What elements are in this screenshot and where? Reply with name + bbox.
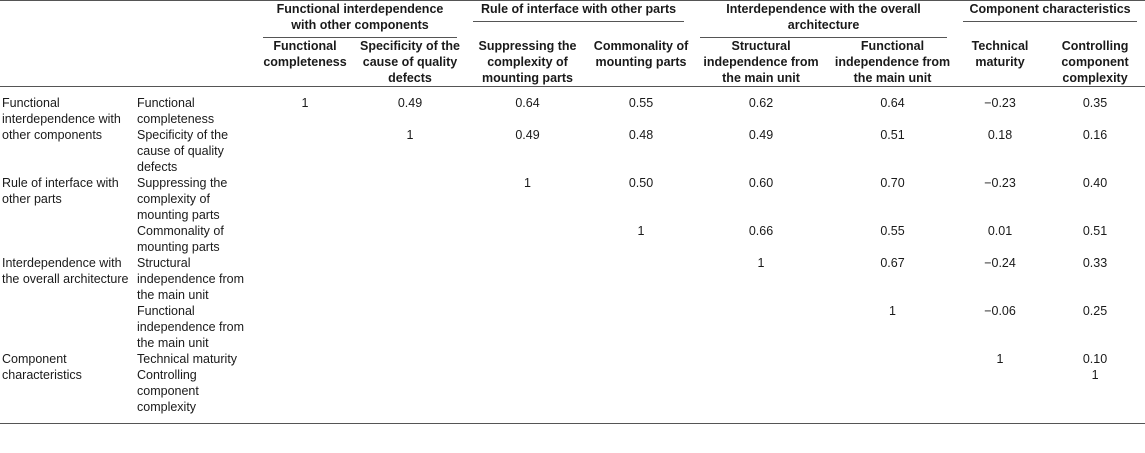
table-cell bbox=[465, 303, 590, 351]
category-label: Functional interdependence with other components bbox=[2, 96, 121, 142]
table-cell: 0.40 bbox=[1082, 176, 1108, 190]
row-label: Specificity of the cause of quality defects bbox=[137, 128, 229, 174]
table-cell bbox=[255, 367, 355, 424]
group-header bbox=[465, 1, 692, 39]
table-cell: 0.66 bbox=[748, 224, 774, 238]
row-label: Suppressing the complexity of mounting parts bbox=[137, 176, 228, 222]
category-label: Interdependence with the overall architecture bbox=[2, 256, 129, 286]
table-cell: −0.06 bbox=[984, 304, 1016, 318]
table-cell: 0.67 bbox=[880, 256, 905, 270]
table-cell bbox=[692, 351, 830, 367]
table-cell: 0.48 bbox=[628, 128, 654, 142]
table-cell: 1 bbox=[637, 224, 645, 238]
table-cell bbox=[590, 351, 692, 367]
group-header bbox=[255, 1, 465, 39]
table-cell bbox=[692, 367, 830, 424]
table-cell bbox=[590, 303, 692, 351]
table-cell bbox=[255, 223, 355, 255]
table-cell: 0.10 bbox=[1082, 352, 1108, 366]
table-cell: 0.16 bbox=[1082, 128, 1108, 142]
group-header-label: Functional interdependence with other components bbox=[263, 1, 457, 38]
column-header: Suppressing the complexity of mounting parts bbox=[478, 39, 577, 85]
table-cell bbox=[830, 367, 955, 424]
group-header-row bbox=[0, 1, 1145, 39]
column-header: Functional completeness bbox=[263, 39, 347, 69]
table-cell bbox=[955, 367, 1045, 424]
table-cell: 0.70 bbox=[880, 176, 905, 190]
table-cell: 0.25 bbox=[1082, 304, 1108, 318]
table-cell: −0.23 bbox=[984, 96, 1016, 110]
row-label: Commonality of mounting parts bbox=[137, 224, 224, 254]
row-label: Technical maturity bbox=[137, 352, 238, 366]
table-row bbox=[0, 351, 1145, 367]
table-cell: 0.55 bbox=[628, 96, 654, 110]
group-header-label: Interdependence with the overall architecture bbox=[700, 1, 947, 38]
table-cell bbox=[692, 303, 830, 351]
table-cell bbox=[355, 255, 465, 303]
group-header bbox=[955, 1, 1145, 39]
table-cell: 1 bbox=[1091, 368, 1099, 382]
table-cell: 1 bbox=[524, 176, 531, 190]
table-row bbox=[0, 255, 1145, 303]
table-cell: 0.51 bbox=[880, 128, 905, 142]
table-cell bbox=[465, 255, 590, 303]
table-cell: 0.64 bbox=[515, 96, 540, 110]
group-header-label: Component characteristics bbox=[963, 1, 1137, 22]
table-cell: 0.50 bbox=[628, 176, 654, 190]
table-row bbox=[0, 223, 1145, 255]
header-corner bbox=[0, 1, 255, 39]
table-cell: 0.35 bbox=[1082, 96, 1108, 110]
table-cell: 0.01 bbox=[987, 224, 1013, 238]
table-cell bbox=[465, 223, 590, 255]
table-cell: 0.49 bbox=[515, 128, 540, 142]
table-row bbox=[0, 303, 1145, 351]
table-cell: 0.18 bbox=[987, 128, 1013, 142]
table-cell bbox=[355, 303, 465, 351]
table-cell: 0.55 bbox=[880, 224, 905, 238]
group-header-label: Rule of interface with other parts bbox=[473, 1, 684, 22]
row-label: Controlling component complexity bbox=[137, 368, 199, 414]
column-header: Controlling component complexity bbox=[1061, 39, 1129, 85]
row-label: Structural independence from the main unit bbox=[137, 256, 245, 302]
row-label: Functional completeness bbox=[137, 96, 215, 126]
table-cell bbox=[255, 255, 355, 303]
table-cell: −0.23 bbox=[984, 176, 1016, 190]
table-body bbox=[0, 87, 1145, 424]
table-row bbox=[0, 175, 1145, 223]
header-corner bbox=[0, 38, 255, 87]
table-cell bbox=[465, 367, 590, 424]
table-cell: 1 bbox=[889, 304, 896, 318]
table-cell bbox=[255, 127, 355, 175]
table-cell bbox=[255, 351, 355, 367]
table-cell bbox=[590, 255, 692, 303]
table-row bbox=[0, 87, 1145, 128]
group-header bbox=[692, 1, 955, 39]
table-cell: 1 bbox=[757, 256, 765, 270]
table-cell: 0.62 bbox=[748, 96, 774, 110]
column-header: Technical maturity bbox=[971, 39, 1029, 69]
category-label: Rule of interface with other parts bbox=[2, 176, 119, 206]
table-cell bbox=[355, 367, 465, 424]
row-label: Functional independence from the main unit bbox=[137, 304, 245, 350]
table-row bbox=[0, 367, 1145, 424]
table-cell bbox=[255, 303, 355, 351]
column-header: Structural independence from the main unit bbox=[703, 39, 819, 85]
table-cell: 0.64 bbox=[880, 96, 905, 110]
table-cell: 1 bbox=[406, 128, 414, 142]
table-cell bbox=[830, 351, 955, 367]
table-cell: 0.49 bbox=[748, 128, 774, 142]
table-row bbox=[0, 127, 1145, 175]
column-header: Functional independence from the main unit bbox=[834, 39, 951, 85]
table-cell: −0.24 bbox=[984, 256, 1016, 270]
table-cell bbox=[355, 223, 465, 255]
table-cell bbox=[255, 175, 355, 223]
table-cell bbox=[590, 367, 692, 424]
table-cell bbox=[355, 351, 465, 367]
table-cell: 1 bbox=[301, 96, 309, 110]
table-cell: 0.51 bbox=[1082, 224, 1108, 238]
table-cell bbox=[355, 175, 465, 223]
table-cell: 0.33 bbox=[1082, 256, 1108, 270]
column-header: Commonality of mounting parts bbox=[593, 39, 689, 69]
column-header-row bbox=[0, 38, 1145, 87]
table-cell bbox=[465, 351, 590, 367]
table-cell: 0.60 bbox=[748, 176, 774, 190]
table-cell: 0.49 bbox=[397, 96, 423, 110]
column-header: Specificity of the cause of quality defects bbox=[359, 39, 461, 85]
table-cell: 1 bbox=[996, 352, 1004, 366]
category-label: Component characteristics bbox=[2, 352, 82, 382]
